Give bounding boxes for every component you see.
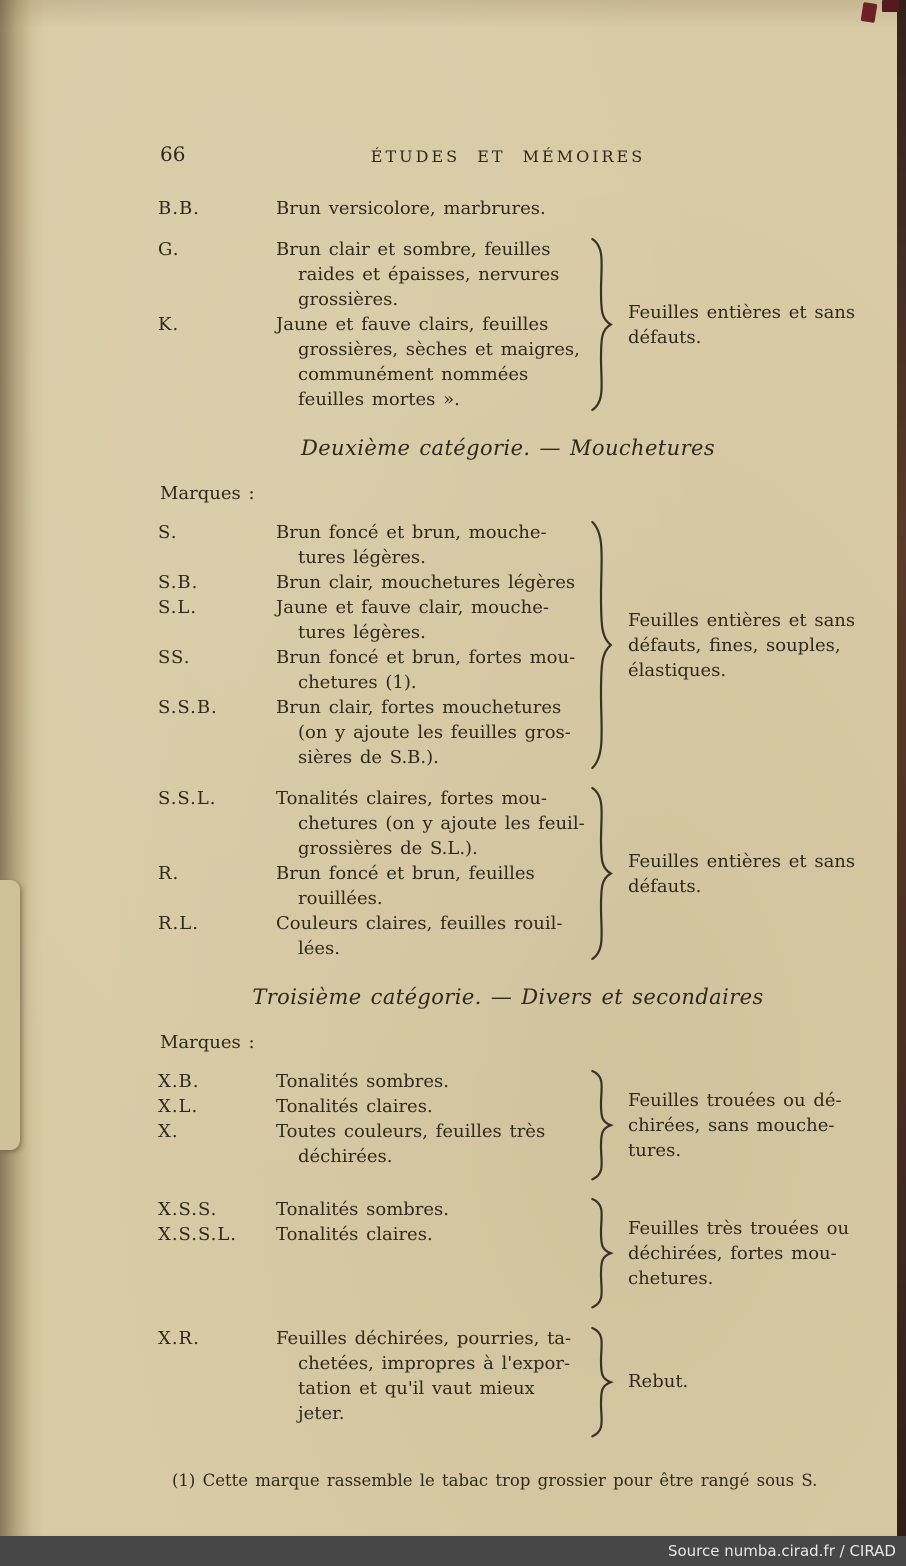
group-brace [588, 1197, 614, 1309]
page-edge-right [897, 0, 906, 1566]
classification-sections [158, 196, 858, 1438]
annotation-line: défauts, fines, souples, [628, 634, 841, 656]
description [276, 1326, 588, 1426]
marque-code: S.S.B. [158, 697, 218, 718]
description-line: Brun clair et sombre, feuilles [276, 239, 551, 260]
group-brace [588, 520, 614, 770]
description-line: Jaune et fauve clair, mouche- [276, 597, 549, 618]
section-2 [158, 436, 858, 961]
entries-column [158, 1197, 588, 1309]
description-line: rouillées. [298, 888, 383, 909]
description-line: tures légères. [298, 622, 426, 643]
annotation-line: Rebut. [628, 1371, 689, 1393]
description [276, 196, 588, 221]
description-line: déchirées. [298, 1146, 393, 1167]
curly-brace-icon [588, 1071, 614, 1179]
marque-code: X.S.S.L. [158, 1224, 238, 1246]
description [276, 786, 588, 861]
section-1 [158, 196, 858, 412]
annotation-line: déchirées, fortes mou- [628, 1242, 837, 1264]
description-line: chetures (on y ajoute les feuil- [298, 813, 585, 834]
marque-code: S. [158, 522, 178, 543]
group-annotation [614, 1069, 858, 1181]
description-line: grossières. [298, 289, 399, 310]
entry-row [158, 1197, 588, 1222]
annotation-line: Feuilles entières et sans [628, 609, 856, 631]
description-line: chetées, impropres à l'expor- [298, 1352, 571, 1374]
annotation-line: Feuilles entières et sans [628, 301, 856, 323]
entry-row [158, 570, 588, 595]
page-content [158, 140, 858, 1493]
entry-row [158, 1119, 588, 1169]
marque-code: X.R. [158, 1327, 200, 1349]
description-line: Brun foncé et brun, feuilles [276, 863, 535, 884]
page-header [158, 140, 858, 170]
section-heading: Troisième catégorie. — Divers et secondaires [252, 985, 764, 1009]
marque-group [158, 786, 858, 961]
marque-code: R. [158, 863, 180, 884]
description-line: Toutes couleurs, feuilles très [276, 1121, 546, 1142]
marque-code: X.B. [158, 1071, 200, 1092]
description-line: feuilles mortes ». [298, 389, 460, 410]
annotation-line: Feuilles trouées ou dé- [628, 1089, 842, 1111]
description-line: sières de S.B.). [298, 747, 439, 768]
marque-code: G. [158, 239, 180, 260]
description-line: communément nommées [298, 364, 529, 385]
entry-row [158, 196, 588, 221]
curly-brace-icon [588, 1199, 614, 1307]
running-title: ÉTUDES ET MÉMOIRES [370, 147, 646, 166]
description-line: Brun versicolore, marbrures. [276, 198, 546, 219]
description [276, 861, 588, 911]
description [276, 1197, 588, 1222]
entry-row [158, 1326, 588, 1426]
description-line: Feuilles déchirées, pourries, ta- [276, 1327, 572, 1349]
entries-column [158, 196, 588, 221]
description-line: Tonalités sombres. [276, 1199, 450, 1221]
curly-brace-icon [588, 1328, 614, 1436]
entry-row [158, 911, 588, 961]
curly-brace-icon [588, 239, 614, 410]
description-line: Brun foncé et brun, fortes mou- [276, 647, 576, 668]
description-line: Tonalités claires. [276, 1224, 433, 1246]
annotation-line: chirées, sans mouche- [628, 1114, 835, 1136]
entry-row [158, 861, 588, 911]
description [276, 1094, 588, 1119]
marque-code: X.S.S. [158, 1199, 218, 1221]
curly-brace-icon [588, 788, 614, 959]
marque-code: B.B. [158, 198, 200, 219]
marque-code: X. [158, 1121, 179, 1142]
annotation-line: tures. [628, 1139, 682, 1161]
description [276, 595, 588, 645]
description [276, 312, 588, 412]
group-brace [588, 1069, 614, 1181]
description [276, 1119, 588, 1169]
annotation-line: défauts. [628, 326, 702, 348]
description-line: grossières, sèches et maigres, [298, 339, 580, 360]
entry-row [158, 1069, 588, 1094]
description-line: tation et qu'il vaut mieux [298, 1377, 535, 1399]
description-line: Jaune et fauve clairs, feuilles [276, 314, 549, 335]
description-line: Brun clair, mouchetures légères [276, 572, 576, 593]
description-line: Brun foncé et brun, mouche- [276, 522, 547, 543]
description-line: Brun clair, fortes mouchetures [276, 697, 562, 718]
marque-code: R.L. [158, 913, 199, 934]
group-annotation [614, 1326, 858, 1438]
description-line: (on y ajoute les feuilles gros- [298, 722, 571, 743]
description-line: Tonalités sombres. [276, 1071, 450, 1092]
annotation-line: chetures. [628, 1267, 714, 1289]
entry-row [158, 1222, 588, 1247]
marque-group [158, 237, 858, 412]
marque-code: S.L. [158, 597, 198, 618]
description-line: jeter. [298, 1402, 345, 1424]
description-line: Tonalités claires. [276, 1096, 433, 1117]
marque-code: S.B. [158, 572, 199, 593]
entry-row [158, 595, 588, 645]
description-line: chetures (1). [298, 672, 417, 693]
description [276, 237, 588, 312]
description [276, 695, 588, 770]
group-annotation [614, 237, 858, 412]
entries-column [158, 1326, 588, 1438]
marque-group [158, 520, 858, 770]
marque-group [158, 1326, 858, 1438]
group-annotation [614, 1197, 858, 1309]
section-3 [158, 985, 858, 1438]
binding-edge [0, 0, 44, 1566]
group-brace [588, 237, 614, 412]
description [276, 570, 588, 595]
group-annotation [614, 196, 858, 221]
entry-row [158, 520, 588, 570]
description-line: raides et épaisses, nervures [298, 264, 560, 285]
description [276, 911, 588, 961]
description-line: tures légères. [298, 547, 426, 568]
annotation-line: élastiques. [628, 659, 727, 681]
red-ink-mark [882, 0, 899, 12]
description-line: lées. [298, 938, 341, 959]
description [276, 520, 588, 570]
entries-column [158, 1069, 588, 1181]
group-brace [588, 196, 614, 221]
description [276, 645, 588, 695]
page-number: 66 [160, 142, 186, 166]
entry-row [158, 645, 588, 695]
marque-code: SS. [158, 647, 191, 668]
description-line: Couleurs claires, feuilles rouil- [276, 913, 563, 934]
description-line: grossières de S.L.). [298, 838, 478, 859]
entries-column [158, 520, 588, 770]
group-brace [588, 786, 614, 961]
torn-paper-patch [0, 880, 20, 1150]
marque-code: S.S.L. [158, 788, 217, 809]
marque-group [158, 1197, 858, 1309]
entries-column [158, 237, 588, 412]
annotation-line: défauts. [628, 875, 702, 897]
group-annotation [614, 520, 858, 770]
marque-group [158, 1069, 858, 1181]
source-credit: Source numba.cirad.fr / CIRAD [667, 1542, 896, 1560]
footnote: (1) Cette marque rassemble le tabac trop grossier pour être rangé sous S. [172, 1470, 818, 1490]
curly-brace-icon [588, 522, 614, 768]
marque-group [158, 196, 858, 221]
group-brace [588, 1326, 614, 1438]
entries-column [158, 786, 588, 961]
entry-row [158, 695, 588, 770]
entry-row [158, 786, 588, 861]
entry-row [158, 237, 588, 312]
annotation-line: Feuilles entières et sans [628, 850, 856, 872]
entry-row [158, 312, 588, 412]
section-heading: Deuxième catégorie. — Mouchetures [300, 436, 716, 460]
red-ink-mark [861, 2, 878, 23]
group-annotation [614, 786, 858, 961]
entry-row [158, 1094, 588, 1119]
marque-code: K. [158, 314, 180, 335]
marques-label: Marques : [160, 1032, 255, 1053]
marque-code: X.L. [158, 1096, 199, 1117]
description [276, 1069, 588, 1094]
description-line: Tonalités claires, fortes mou- [276, 788, 547, 809]
description [276, 1222, 588, 1247]
source-bar [0, 1536, 906, 1566]
marques-label: Marques : [160, 483, 255, 504]
annotation-line: Feuilles très trouées ou [628, 1217, 850, 1239]
